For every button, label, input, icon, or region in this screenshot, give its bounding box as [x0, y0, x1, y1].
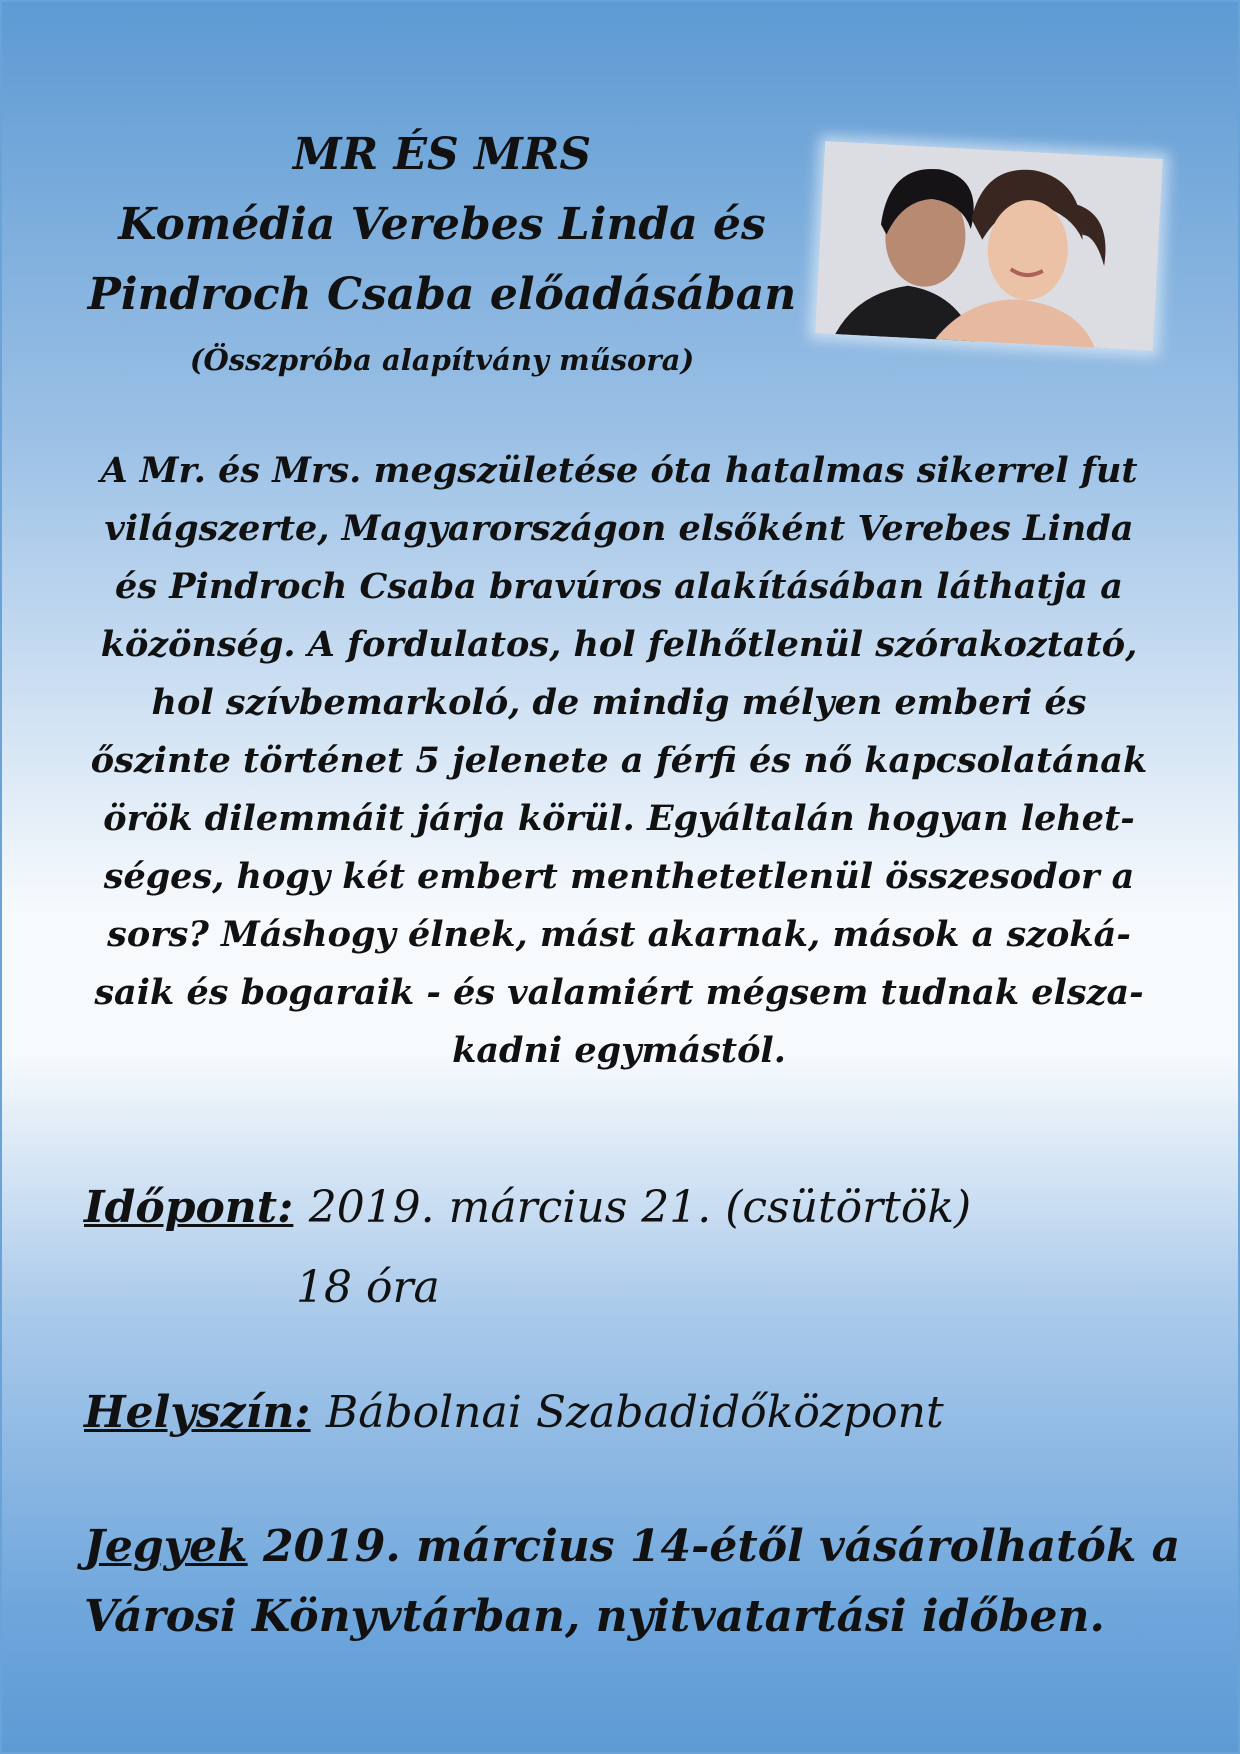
date-row [84, 1182, 971, 1233]
actors-photo-illustration [815, 141, 1163, 350]
place-label: Helyszín: [84, 1387, 311, 1438]
place-value: Bábolnai Szabadidőközpont [325, 1387, 944, 1438]
tickets-value: 2019. március 14-étől vásárolhatók a Városi Könyvtárban, nyitvatartási időben. [84, 1521, 1181, 1642]
description-paragraph: A Mr. és Mrs. megszületése óta hatalmas sikerrel fut világszerte, Magyarországon elsőként Verebes Linda és Pindroch Csaba bravúros alakításában láthatja a közönség. A fordulatos, hol felhőtlenül szórakoztató, hol szívbemarkoló, de mindig mélyen emberi és őszinte történet 5 jelenete a férfi és nő kapcsolatának örök dilemmáit járja körül. Egyáltalán hogyan lehet-séges, hogy két embert menthetetlenül összesodor a sors? Máshogy élnek, mást akarnak, mások a szoká-saik és bogaraik - és valamiért mégsem tudnak elsza-kadni egymástól. [90, 450, 1148, 1071]
subtitle: (Összpróba alapítvány műsora) [189, 343, 695, 377]
date-label: Időpont: [84, 1182, 294, 1233]
place-row [84, 1387, 944, 1438]
tickets-label: Jegyek [84, 1521, 248, 1572]
title-line-1: MR ÉS MRS [292, 129, 592, 180]
title-line-3: Pindroch Csaba előadásában [87, 269, 797, 320]
date-value: 2019. március 21. (csütörtök) [308, 1182, 972, 1233]
actors-photo [815, 141, 1163, 350]
title-block [72, 120, 812, 380]
time-value: 18 óra [296, 1262, 440, 1313]
tickets-row [84, 1512, 1184, 1652]
title-line-2: Komédia Verebes Linda és [118, 199, 766, 250]
